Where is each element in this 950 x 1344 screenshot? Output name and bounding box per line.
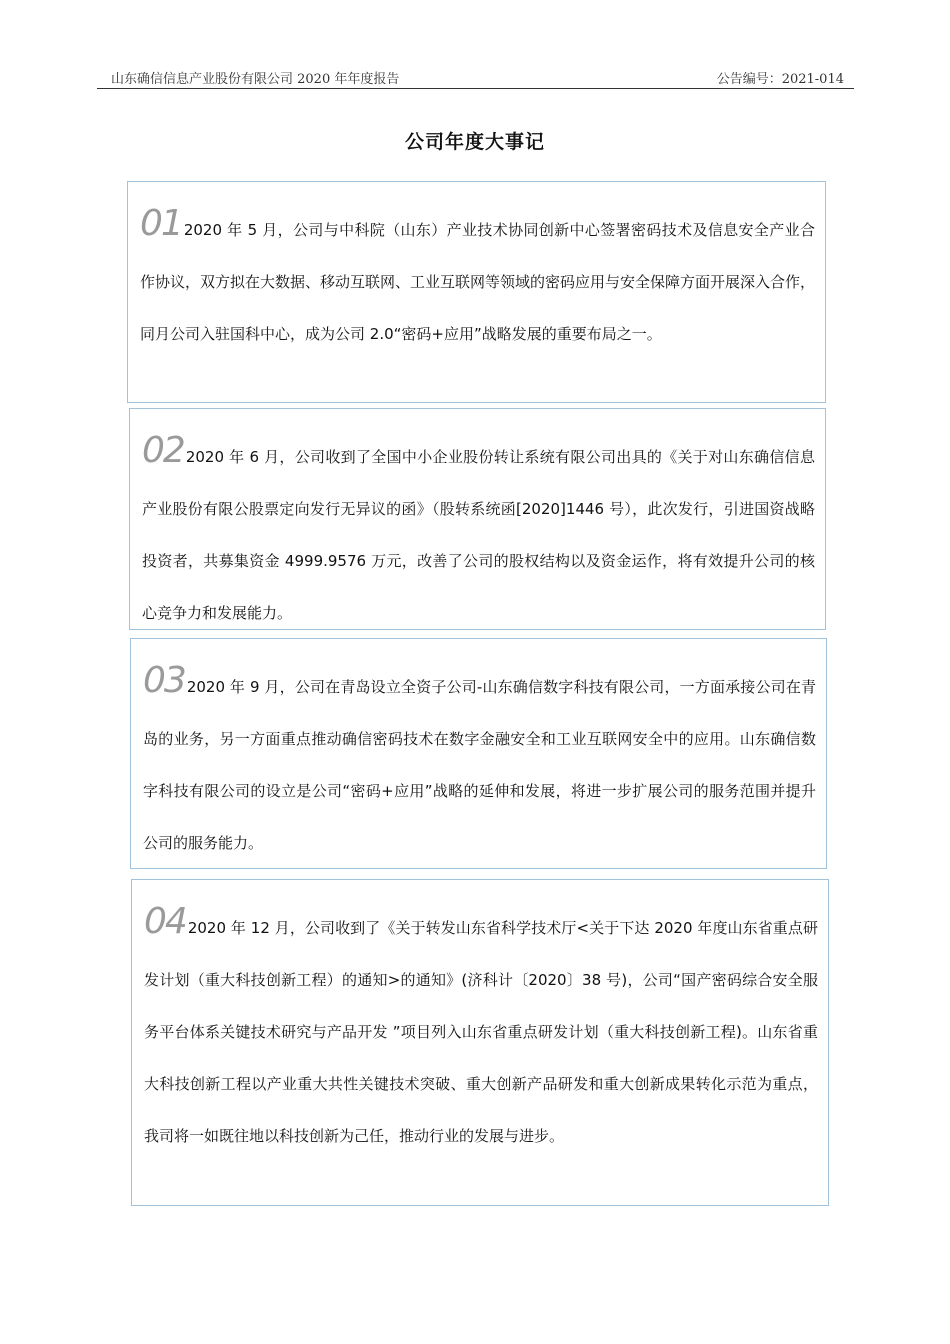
event-number: 04	[144, 901, 186, 942]
event-box-04	[131, 879, 829, 1206]
event-box-03	[130, 638, 827, 869]
event-number: 01	[140, 203, 182, 244]
event-text	[142, 431, 815, 639]
event-text	[140, 204, 815, 360]
event-text	[144, 902, 818, 1162]
page-header	[97, 66, 854, 89]
event-text	[143, 661, 816, 869]
event-box-02	[129, 408, 826, 630]
event-box-01	[127, 181, 826, 403]
announcement-number: 公告编号：2021-014	[716, 72, 844, 87]
event-number: 02	[142, 430, 184, 471]
report-title: 山东确信信息产业股份有限公司 2020 年年度报告	[111, 72, 400, 87]
event-number: 03	[143, 660, 185, 701]
event-description: 2020 年 6 月，公司收到了全国中小企业股份转让系统有限公司出具的《关于对山东确信信息产业股份有限公股票定向发行无异议的函》（股转系统函[2020]1446 号），此次发行，引进国资战略投资者，共募集资金 4999.9576 万元，改善了公司的股权结构以及资金运作，将有效提升公司的核心竞争力和发展能力。	[142, 448, 815, 622]
event-description: 2020 年 12 月，公司收到了《关于转发山东省科学技术厅<关于下达 2020 年度山东省重点研发计划（重大科技创新工程）的通知>的通知》(济科计〔2020〕38 号)，公司“国产密码综合安全服务平台体系关键技术研究与产品开发 ”项目列入山东省重点研发计划（重大科技创新工程)。山东省重大科技创新工程以产业重大共性关键技术突破、重大创新产品研发和重大创新成果转化示范为重点，我司将一如既往地以科技创新为己任，推动行业的发展与进步。	[144, 919, 818, 1145]
page-title: 公司年度大事记	[404, 131, 545, 153]
event-description: 2020 年 9 月，公司在青岛设立全资子公司-山东确信数字科技有限公司，一方面承接公司在青岛的业务，另一方面重点推动确信密码技术在数字金融安全和工业互联网安全中的应用。山东确信数字科技有限公司的设立是公司“密码+应用”战略的延伸和发展，将进一步扩展公司的服务范围并提升公司的服务能力。	[143, 678, 816, 852]
event-description: 2020 年 5 月，公司与中科院（山东）产业技术协同创新中心签署密码技术及信息安全产业合作协议，双方拟在大数据、移动互联网、工业互联网等领域的密码应用与安全保障方面开展深入合作，同月公司入驻国科中心，成为公司 2.0“密码+应用”战略发展的重要布局之一。	[140, 221, 816, 343]
